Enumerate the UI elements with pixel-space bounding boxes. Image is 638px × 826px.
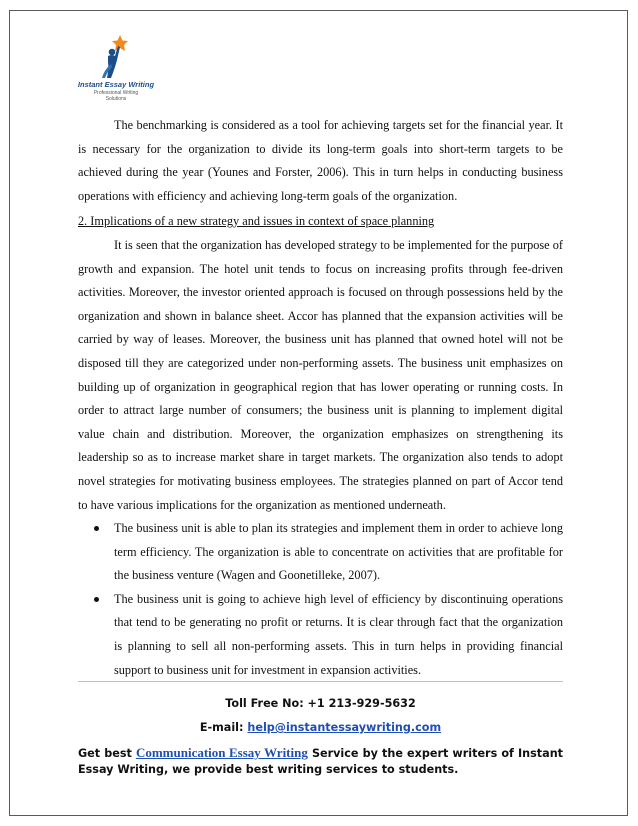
paragraph-benchmarking: The benchmarking is considered as a tool for achieving targets set for the financial year. It is necessary for the organization to divide its long-term goals into short-term targets to be achieved during the year (Younes and Forster, 2006). This in turn helps in conducting business operations with efficiency and achieving long-term goals of the organization. bbox=[78, 118, 563, 203]
list-item bbox=[78, 588, 563, 682]
email-link[interactable]: help@instantessaywriting.com bbox=[247, 721, 442, 734]
footer-divider bbox=[78, 681, 563, 682]
paragraph-strategy: It is seen that the organization has developed strategy to be implemented for the purpose of growth and expansion. The hotel unit tends to focus on increasing profits through fee-driven activities. Moreover, the investor oriented approach is focused on through possessions held by the organization and shown in balance sheet. Accor has planned that the expansion activities will be carried by way of leases. Moreover, the business unit has planned that owned hotel will not be disposed till they are categorized under non-performing assets. The business unit emphasizes on building up of organization in geographical region that has lower operating or running costs. In order to attract large number of consumers; the business unit is planning to implement digital value chain and distribution. Moreover, the organization emphasizes on strengthening its leadership so as to increase market share in target markets. The organization also tends to adopt novel strategies for motivating business employees. The strategies planned on part of Accor tend to have various implications for the organization as mentioned underneath. bbox=[78, 237, 563, 512]
section-heading: 2. Implications of a new strategy and issues in context of space planning bbox=[78, 214, 435, 229]
company-logo bbox=[76, 34, 156, 114]
promo-link[interactable]: Communication Essay Writing bbox=[135, 745, 308, 760]
promo-suffix: Service by the expert writers of Instant Essay Writing, we provide best writing services to students. bbox=[78, 747, 564, 776]
footer-email bbox=[78, 721, 563, 734]
list-item-text: The business unit is able to plan its strategies and implement them in order to achieve long term efficiency. The organization is able to concentrate on activities that are profitable for the business venture (Wagen and Goonetilleke, 2007). bbox=[114, 521, 563, 583]
logo-title: Instant Essay Writing bbox=[77, 80, 155, 89]
bullet-icon bbox=[94, 597, 99, 602]
bullet-list bbox=[78, 517, 563, 682]
promo-prefix: Get best bbox=[78, 747, 136, 760]
document-body bbox=[78, 114, 563, 682]
promo-text bbox=[78, 745, 563, 778]
list-item-text: The business unit is going to achieve high level of efficiency by discontinuing operations that tend to be generating no profit or returns. It is clear through fact that the organization is planning to sell all non-performing assets. This in turn helps in providing financial support to business unit for investment in expansion activities. bbox=[114, 591, 563, 677]
bullet-icon bbox=[94, 526, 99, 531]
toll-free-number: Toll Free No: +1 213-929-5632 bbox=[225, 697, 416, 710]
person-reaching-star-icon bbox=[98, 34, 134, 80]
list-item bbox=[78, 517, 563, 588]
logo-subtitle-line2: Solutions bbox=[105, 96, 127, 102]
email-label: E-mail: bbox=[199, 721, 248, 734]
logo-subtitle: Professional Writing bbox=[93, 90, 139, 96]
